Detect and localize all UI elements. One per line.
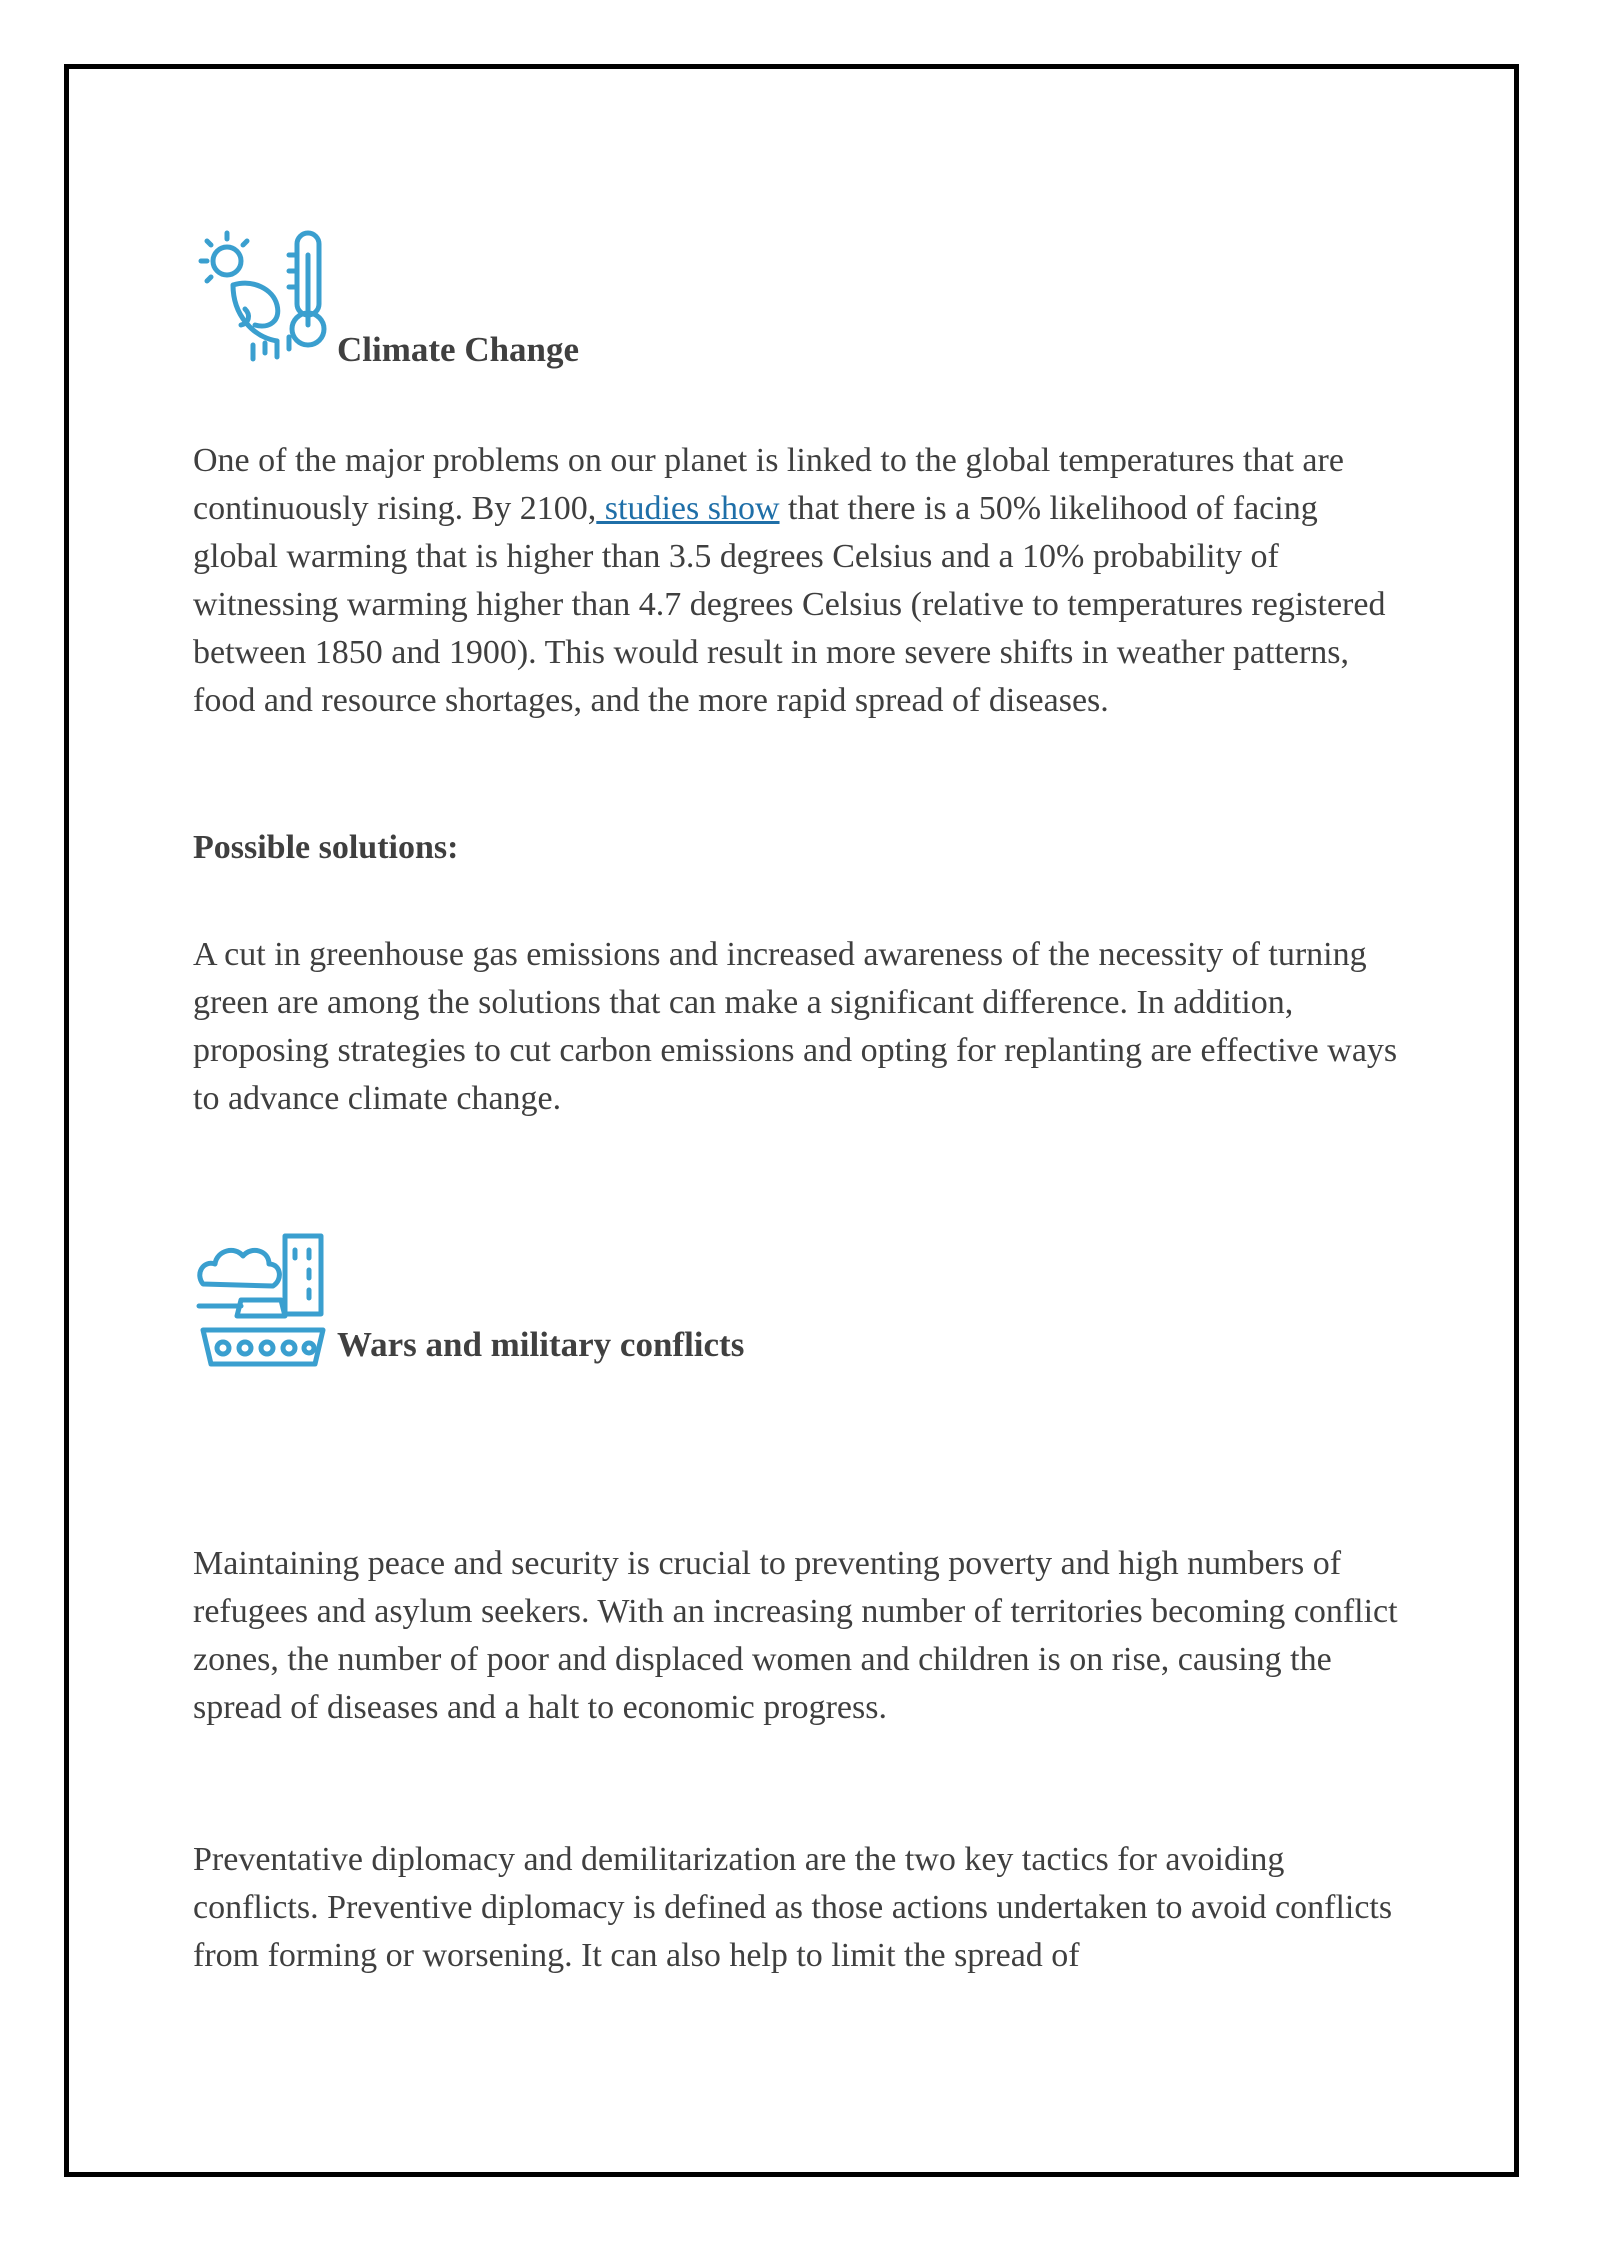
section-heading-climate-change: Climate Change (337, 330, 580, 369)
studies-show-link[interactable]: studies show (596, 490, 780, 527)
paragraph-text: One of the major problems on our planet is linked to the global temperatures that are continuously rising. By 2100, (193, 442, 1344, 527)
solutions-paragraph: A cut in greenhouse gas emissions and increased awareness of the necessity of turning green are among the solutions that can make a significant difference. In addition, proposing strategies to cut carbon emissions and opting for replanting are effective ways to advance climate change. (193, 936, 1398, 1117)
section-heading-wars: Wars and military conflicts (337, 1325, 745, 1364)
climate-change-icon (193, 225, 333, 367)
paragraph-text: that there is a 50% likelihood of facing global warming that is higher than 3.5 degrees Celsius and a 10% probability of witnessing warming higher than 4.7 degrees Celsius (relative to temperatures registered between 1850 and 1900). This would result in more severe shifts in weather patterns, food and resource shortages, and the more rapid spread of diseases. (193, 490, 1386, 719)
wars-header (193, 1230, 744, 1370)
climate-change-paragraph (193, 437, 1403, 725)
diplomacy-paragraph: Preventative diplomacy and demilitarization are the two key tactics for avoiding conflicts. Preventive diplomacy is defined as those actions undertaken to avoid conflicts from forming or worsening. It can also help to limit the spread of (193, 1841, 1393, 1974)
climate-change-header (193, 225, 579, 367)
tank-war-icon (193, 1230, 333, 1370)
wars-paragraph: Maintaining peace and security is crucial to preventing poverty and high numbers of refugees and asylum seekers. With an increasing number of territories becoming conflict zones, the number of poor and displaced women and children is on rise, causing the spread of diseases and a halt to economic progress. (193, 1545, 1398, 1726)
possible-solutions-heading: Possible solutions: (193, 829, 459, 866)
